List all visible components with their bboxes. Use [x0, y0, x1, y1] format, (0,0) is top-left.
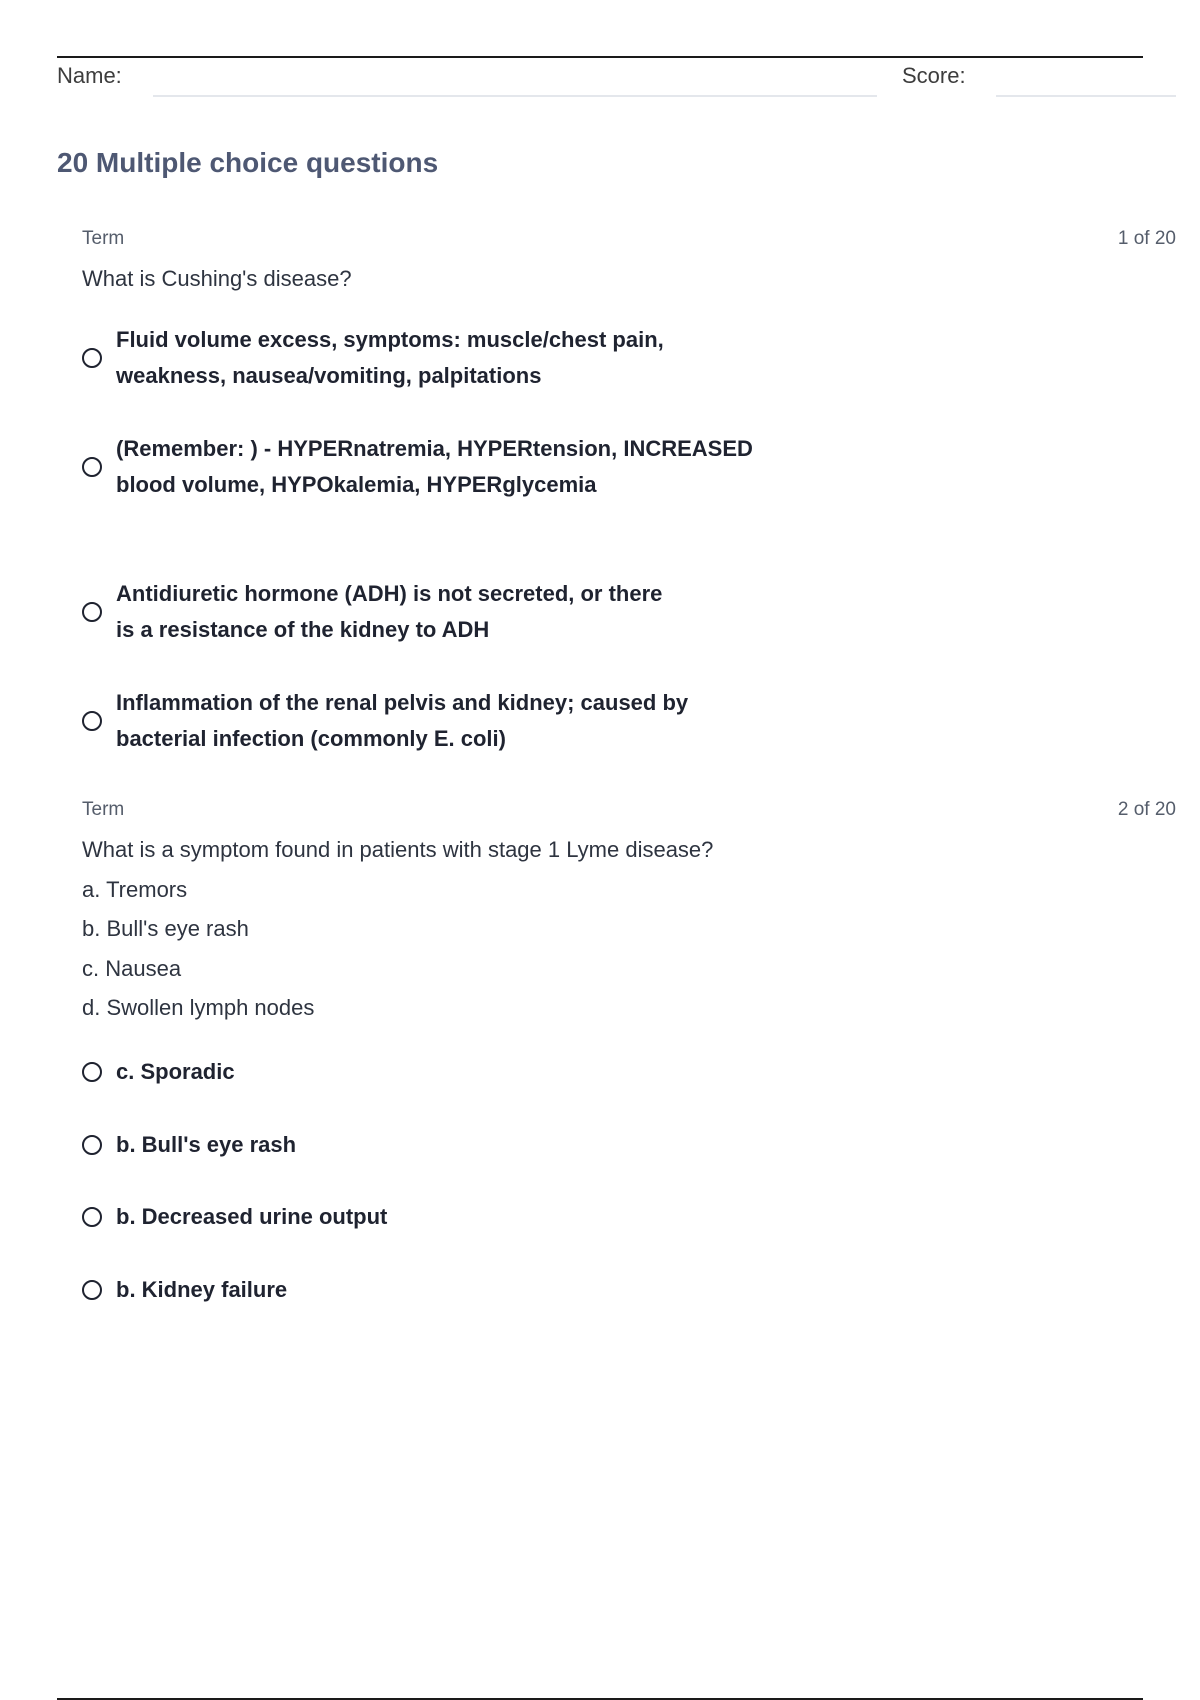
answer-option-text: Inflammation of the renal pelvis and kidney; caused by bacterial infection (commonly E. coli): [116, 690, 689, 751]
question-prompt-choice: a. Tremors: [82, 877, 188, 902]
answer-option[interactable]: [82, 685, 696, 757]
answer-option[interactable]: [82, 322, 676, 394]
answer-option-text: Fluid volume excess, symptoms: muscle/chest pain, weakness, nausea/vomiting, palpitations: [116, 327, 664, 388]
score-input-line[interactable]: [996, 95, 1176, 97]
answer-option-text: b. Bull's eye rash: [116, 1132, 297, 1157]
answer-option[interactable]: [82, 1054, 796, 1090]
radio-button-icon[interactable]: [82, 1207, 102, 1227]
question-prompt-choice: d. Swollen lymph nodes: [82, 995, 315, 1020]
radio-button-icon[interactable]: [82, 457, 102, 477]
question-counter: 1 of 20: [1117, 228, 1176, 249]
question-prompt: What is a symptom found in patients with stage 1 Lyme disease?: [82, 837, 714, 862]
answer-option-text: b. Kidney failure: [116, 1277, 288, 1302]
term-label: Term: [82, 228, 125, 249]
answer-option-text: c. Sporadic: [116, 1059, 235, 1084]
question-counter: 2 of 20: [1117, 799, 1176, 820]
answer-option[interactable]: [82, 431, 806, 503]
question-prompt-choice: b. Bull's eye rash: [82, 916, 249, 941]
answer-option-text: b. Decreased urine output: [116, 1204, 388, 1229]
question-prompt-choice: c. Nausea: [82, 956, 182, 981]
answer-option-text: Antidiuretic hormone (ADH) is not secreted, or there is a resistance of the kidney to ADH: [116, 581, 663, 642]
radio-button-icon[interactable]: [82, 1135, 102, 1155]
answer-option[interactable]: [82, 576, 676, 648]
name-label: Name:: [57, 63, 122, 88]
radio-button-icon[interactable]: [82, 1062, 102, 1082]
answer-option[interactable]: [82, 1199, 796, 1235]
answer-option[interactable]: [82, 1127, 796, 1163]
radio-button-icon[interactable]: [82, 711, 102, 731]
radio-button-icon[interactable]: [82, 348, 102, 368]
radio-button-icon[interactable]: [82, 1280, 102, 1300]
answer-option[interactable]: [82, 1272, 796, 1308]
answer-option-text: (Remember: ) - HYPERnatremia, HYPERtension, INCREASED blood volume, HYPOkalemia, HYPERglycemia: [116, 436, 753, 497]
name-input-line[interactable]: [153, 95, 877, 97]
section-title: 20 Multiple choice questions: [57, 147, 439, 178]
top-divider: [57, 56, 1143, 58]
radio-button-icon[interactable]: [82, 602, 102, 622]
score-label: Score:: [902, 63, 966, 88]
term-label: Term: [82, 799, 125, 820]
question-prompt: What is Cushing's disease?: [82, 266, 352, 291]
